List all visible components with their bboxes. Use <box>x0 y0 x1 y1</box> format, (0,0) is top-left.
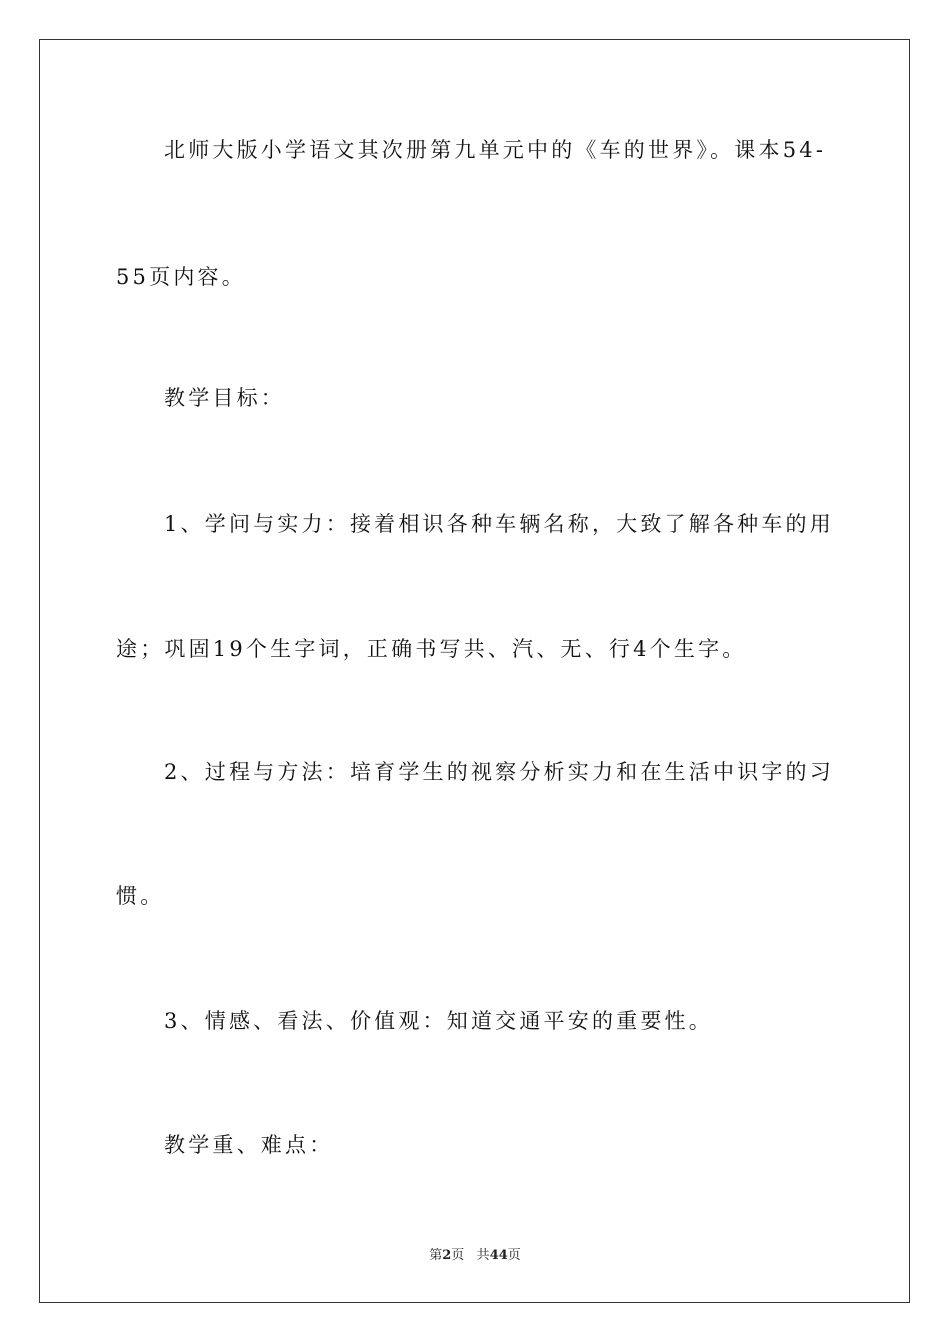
page-footer <box>0 1247 950 1265</box>
paragraph-line-6: 2、过程与方法：培育学生的视察分析实力和在生活中识字的习 <box>164 760 834 784</box>
footer-total-suffix: 页 <box>507 1248 521 1263</box>
section-heading-teaching-goals: 教学目标： <box>164 386 285 410</box>
footer-prefix: 第 <box>429 1248 443 1263</box>
paragraph-line-7: 惯。 <box>116 884 165 908</box>
paragraph-line-5: 途；巩固19个生字词，正确书写共、汽、无、行4个生字。 <box>116 637 747 661</box>
paragraph-line-1: 北师大版小学语文其次册第九单元中的《车的世界》。课本54- <box>164 138 827 162</box>
paragraph-line-4: 1、学问与实力：接着相识各种车辆名称，大致了解各种车的用 <box>164 512 834 536</box>
section-heading-key-points: 教学重、难点： <box>164 1133 334 1157</box>
paragraph-line-2: 55页内容。 <box>116 265 246 289</box>
paragraph-line-8: 3、情感、看法、价值观：知道交通平安的重要性。 <box>164 1009 713 1033</box>
footer-total-prefix: 共 <box>476 1248 490 1263</box>
footer-page-number: 2 <box>442 1248 452 1263</box>
footer-total-pages: 44 <box>489 1248 508 1263</box>
footer-page-suffix: 页 <box>451 1248 465 1263</box>
page-border <box>39 39 910 1303</box>
